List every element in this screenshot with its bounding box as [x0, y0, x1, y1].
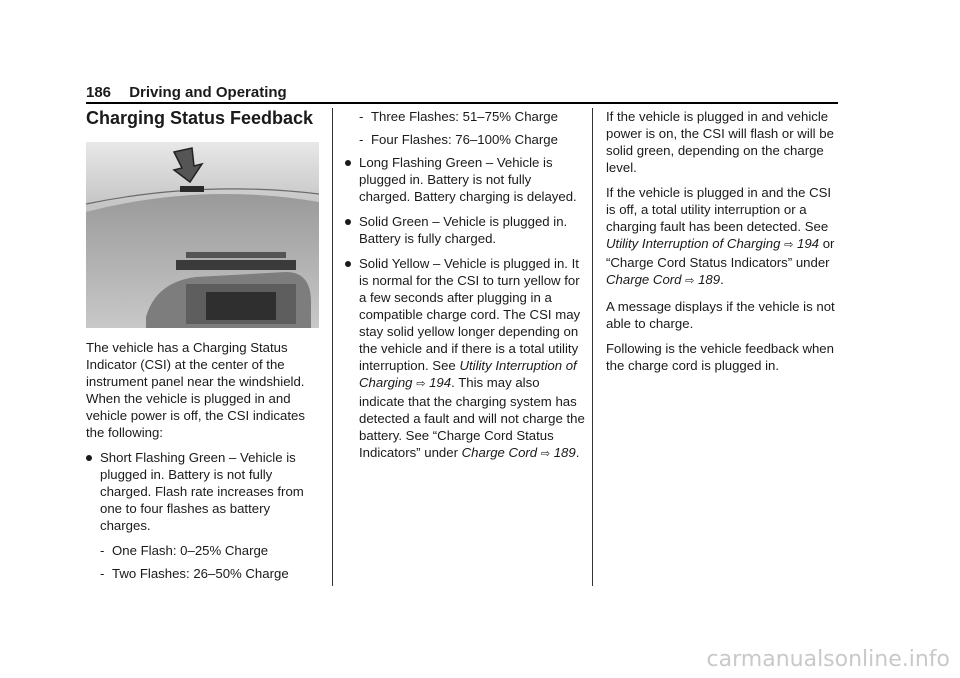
bullet-dot	[345, 160, 351, 166]
sub-item-text: One Flash: 0–25% Charge	[112, 543, 269, 558]
page-reference[interactable]: 194	[797, 236, 820, 251]
bullet-text: Short Flashing Green – Vehicle is plugged in. Battery is not fully charged. Flash rate increases from one to four flashes as battery charges.	[100, 450, 304, 533]
list-item	[345, 154, 585, 205]
bullet-dot	[86, 455, 92, 461]
paragraph: A message displays if the vehicle is not able to charge.	[606, 299, 835, 331]
watermark: carmanualsonline.info	[706, 647, 950, 672]
paragraph: Following is the vehicle feedback when the charge cord is plugged in.	[606, 341, 834, 373]
cross-reference-link[interactable]: Utility Interruption of Charging	[359, 358, 577, 390]
sub-list-item: - Three Flashes: 51–75% Charge	[359, 109, 558, 124]
bullet-text: Solid Yellow – Vehicle is plugged in. It is normal for the CSI to turn yellow for a few seconds after plugging in a compatible charge cord. The CSI may stay solid yellow longer depending on the vehicle and if there is a total utility interruption. See	[359, 256, 581, 373]
column-1	[86, 339, 322, 588]
page-reference[interactable]: 189	[698, 272, 721, 287]
list-item	[86, 449, 322, 534]
section-title: Driving and Operating	[129, 84, 287, 101]
page-header	[86, 84, 301, 101]
bullet-text: Solid Green – Vehicle is plugged in. Battery is fully charged.	[359, 214, 568, 246]
page-reference-arrow-icon: ⇨	[784, 239, 794, 251]
page-reference[interactable]: 194	[429, 375, 452, 390]
sub-list-item: - Two Flashes: 26–50% Charge	[100, 566, 289, 581]
sub-item-text: Two Flashes: 26–50% Charge	[112, 566, 289, 581]
instrument-panel-photo	[86, 142, 319, 328]
cross-reference-link[interactable]: Utility Interruption of Charging	[606, 236, 781, 251]
list-item	[345, 255, 585, 463]
paragraph-text: If the vehicle is plugged in and the CSI is off, a total utility interruption or a charging fault has been detected. See	[606, 185, 832, 234]
list-item	[345, 213, 585, 247]
page-reference-arrow-icon: ⇨	[540, 448, 551, 460]
paragraph	[606, 184, 842, 290]
sub-item-text: Four Flashes: 76–100% Charge	[371, 132, 558, 147]
bullet-dot	[345, 219, 351, 225]
page-reference-arrow-icon: ⇨	[685, 275, 695, 287]
header-rule	[86, 102, 838, 104]
section-heading: Charging Status Feedback	[86, 108, 314, 128]
column-divider	[592, 108, 593, 586]
column-3	[606, 108, 842, 382]
punctuation: .	[575, 445, 580, 460]
punctuation: .	[720, 272, 724, 287]
page-number: 186	[86, 84, 112, 101]
paragraph-text: or “Charge Cord Status Indicators” under	[606, 236, 835, 270]
sub-list-item: - One Flash: 0–25% Charge	[100, 543, 269, 558]
cross-reference-link[interactable]: Charge Cord	[461, 445, 538, 460]
bullet-dot	[345, 261, 351, 267]
paragraph: If the vehicle is plugged in and vehicle power is on, the CSI will flash or will be solid green, depending on the charge level.	[606, 109, 834, 175]
intro-paragraph: The vehicle has a Charging Status Indicator (CSI) at the center of the instrument panel near the windshield. When the vehicle is plugged in and vehicle power is off, the CSI indicates the following:	[86, 340, 305, 440]
page-reference[interactable]: 189	[553, 445, 576, 460]
column-2	[345, 108, 585, 471]
column-divider	[332, 108, 333, 586]
sub-list-item: - Four Flashes: 76–100% Charge	[359, 132, 558, 147]
bullet-text-continued: . This may also indicate that the charging system has detected a fault and will not charge the battery. See “Charge Cord Status Indicators” under	[359, 375, 585, 460]
sub-item-text: Three Flashes: 51–75% Charge	[371, 109, 558, 124]
bullet-text: Long Flashing Green – Vehicle is plugged in. Battery is not fully charged. Battery charging is delayed.	[359, 155, 577, 204]
page-reference-arrow-icon: ⇨	[416, 378, 426, 390]
cross-reference-link[interactable]: Charge Cord	[606, 272, 682, 287]
